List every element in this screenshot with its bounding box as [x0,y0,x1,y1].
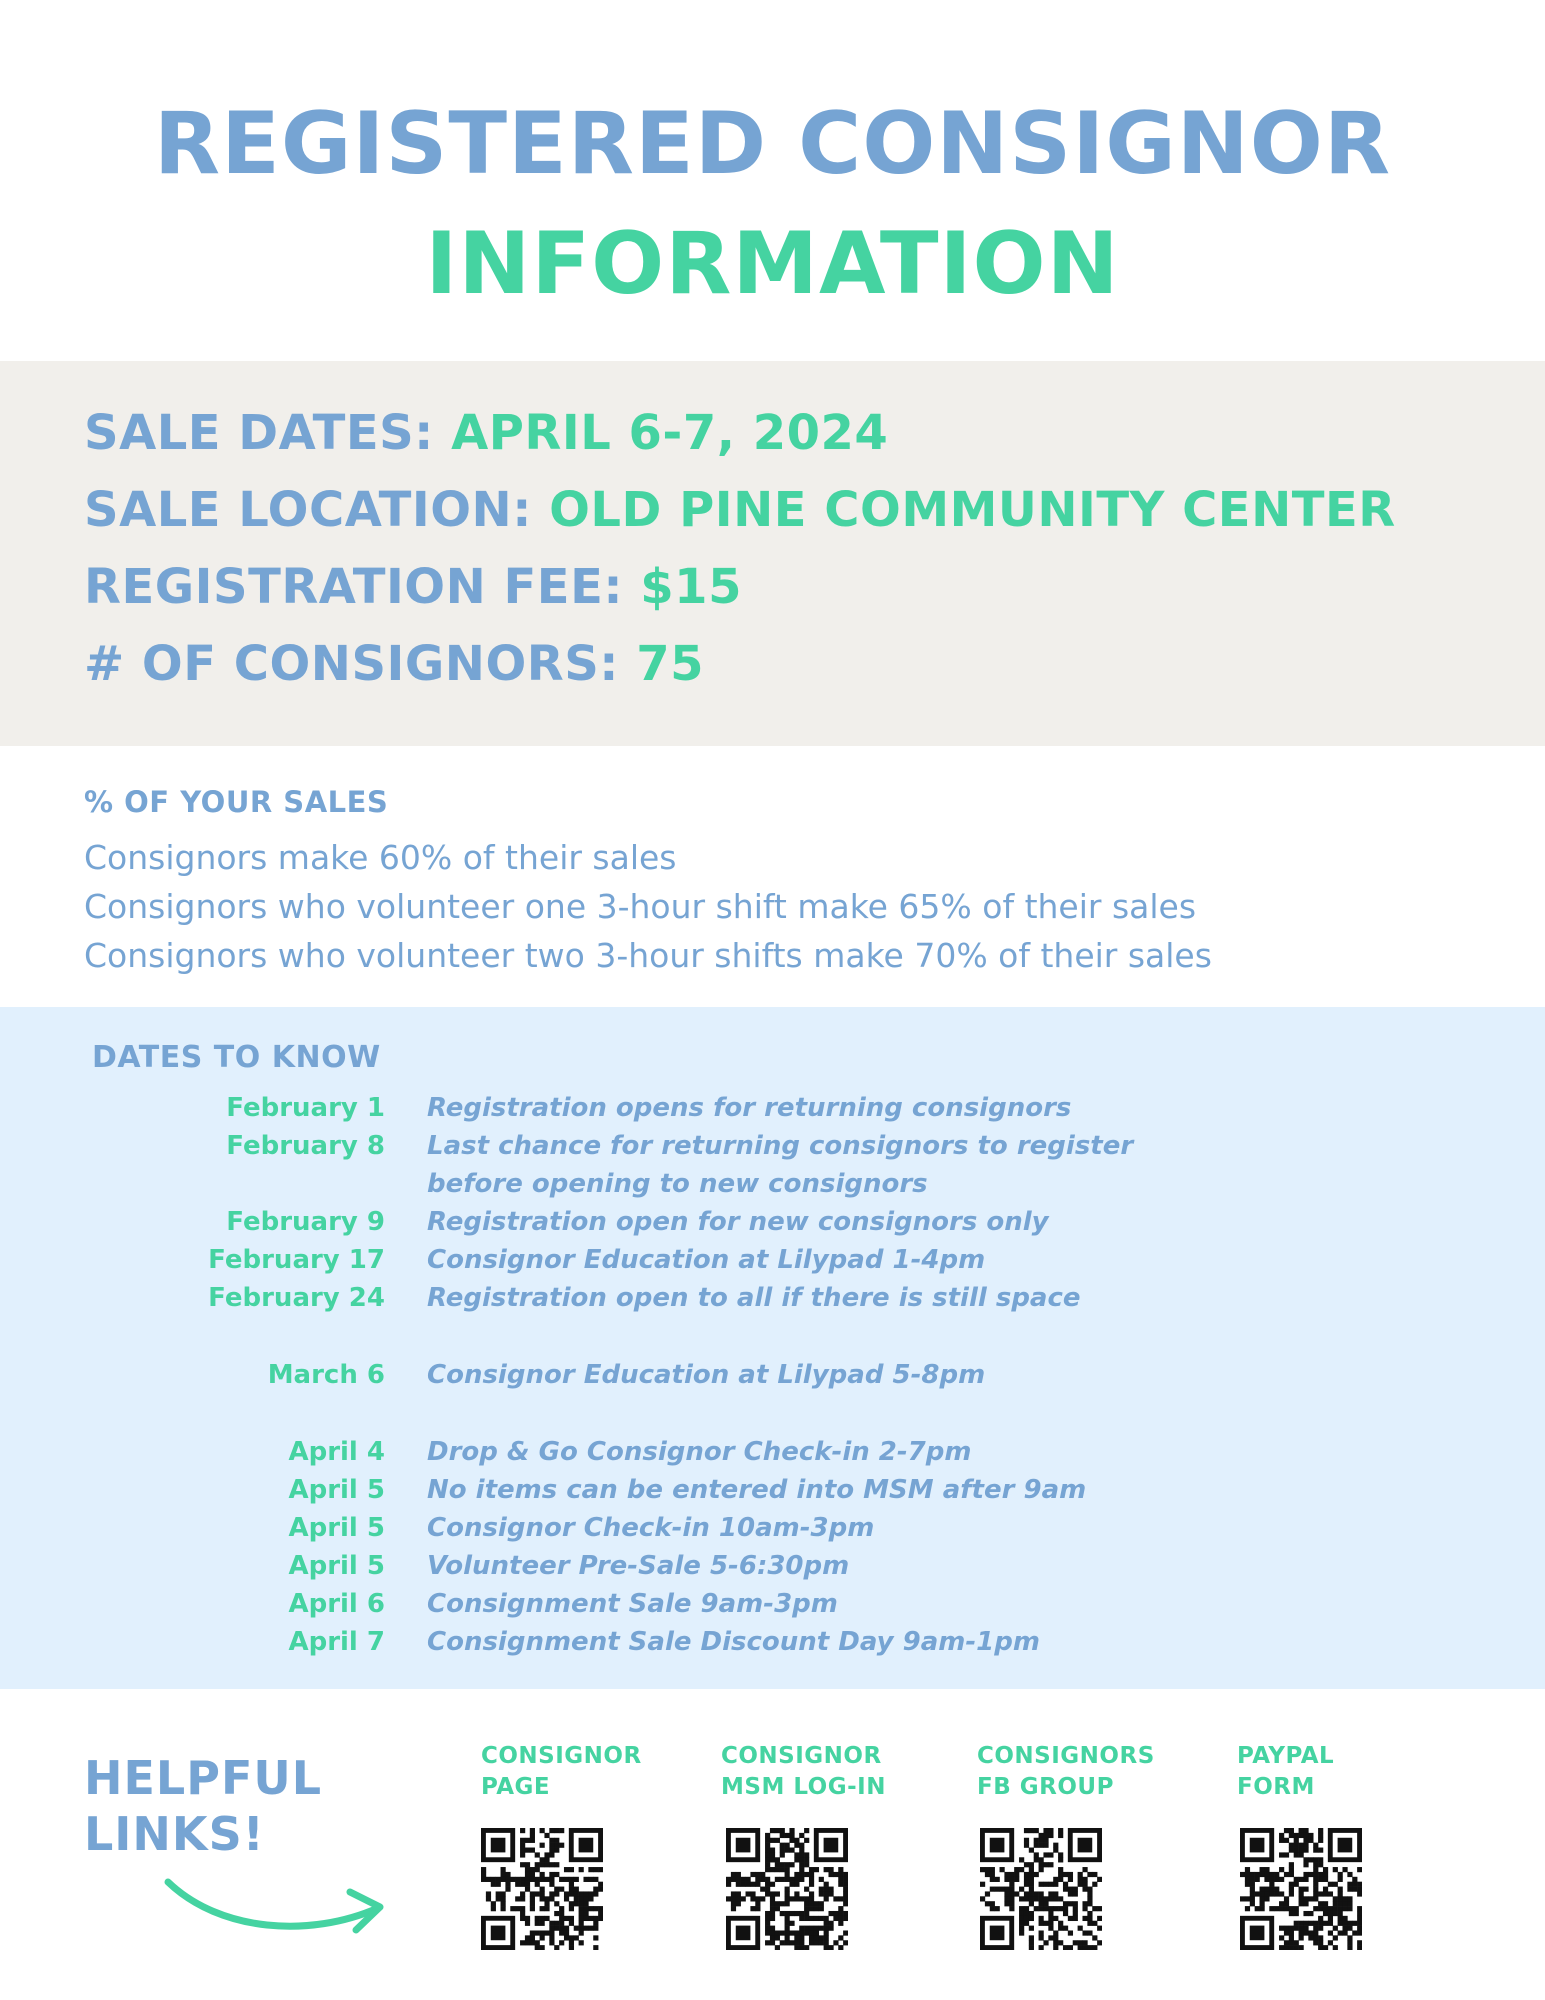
info-label: REGISTRATION FEE: [84,559,641,615]
date-label: April 5 [288,1513,385,1543]
sales-line: Consignors make 60% of their sales [84,838,677,877]
date-label: February 24 [208,1283,385,1313]
date-event: Consignor Education at Lilypad 1-4pm [427,1245,986,1275]
date-label: April 6 [288,1589,385,1619]
info-label: SALE DATES: [84,405,452,461]
date-row [0,1241,1545,1279]
arrow-icon [160,1870,390,1950]
link-label-msm-login [721,1741,886,1803]
sales-line: Consignors who volunteer one 3-hour shift make 65% of their sales [84,887,1197,926]
date-row [0,1585,1545,1623]
date-event: Registration opens for returning consignors [427,1093,1072,1123]
info-value: 75 [636,636,704,692]
qr-code-icon[interactable] [1240,1828,1362,1950]
consignor-count-line [84,634,704,694]
sales-line: Consignors who volunteer two 3-hour shifts make 70% of their sales [84,936,1212,975]
date-row [0,1547,1545,1585]
title-line-1: REGISTERED CONSIGNOR [153,94,1392,194]
qr-code-icon[interactable] [980,1828,1102,1950]
title-line-2: INFORMATION [425,214,1120,314]
qr-code-icon[interactable] [481,1828,603,1950]
date-event: Drop & Go Consignor Check-in 2-7pm [427,1437,972,1467]
helpful-links-line-1: HELPFUL [84,1751,323,1805]
date-label: February 17 [208,1245,385,1275]
info-value: $15 [640,559,742,615]
sales-heading: % OF YOUR SALES [84,785,389,819]
date-row [0,1471,1545,1509]
link-label-line: FB GROUP [977,1774,1114,1800]
date-event: Consignor Education at Lilypad 5-8pm [427,1360,986,1390]
link-label-line: CONSIGNOR [481,1743,642,1769]
helpful-links-line-2: LINKS! [84,1807,265,1861]
date-event: Consignment Sale 9am-3pm [427,1589,838,1619]
date-label: April 5 [288,1475,385,1505]
date-row [0,1623,1545,1661]
date-row [0,1127,1545,1165]
dates-heading: DATES TO KNOW [92,1040,381,1075]
date-label: March 6 [267,1360,385,1390]
date-row [0,1509,1545,1547]
sale-dates-line [84,403,888,463]
info-value: OLD PINE COMMUNITY CENTER [549,482,1396,538]
date-label: April 5 [288,1551,385,1581]
link-label-line: PAYPAL [1237,1743,1335,1769]
sale-location-line [84,480,1396,540]
date-event: Registration open for new consignors only [427,1207,1049,1237]
helpful-links-heading [84,1750,322,1862]
date-event: Consignor Check-in 10am-3pm [427,1513,875,1543]
date-row [0,1089,1545,1127]
date-label: February 8 [226,1131,385,1161]
date-event: No items can be entered into MSM after 9am [427,1475,1087,1505]
date-event: Consignment Sale Discount Day 9am-1pm [427,1627,1040,1657]
date-event: Last chance for returning consignors to register [427,1131,1134,1161]
date-label: February 9 [226,1207,385,1237]
info-label: SALE LOCATION: [84,482,550,538]
date-label: April 7 [288,1627,385,1657]
link-label-line: PAGE [481,1774,551,1800]
link-label-fb-group [977,1741,1155,1803]
date-event: before opening to new consignors [427,1169,928,1199]
date-row [0,1279,1545,1317]
registration-fee-line [84,557,742,617]
info-label: # OF CONSIGNORS: [84,636,637,692]
date-event: Registration open to all if there is still space [427,1283,1081,1313]
link-label-line: FORM [1237,1774,1315,1800]
link-label-line: MSM LOG-IN [721,1774,886,1800]
date-row [0,1203,1545,1241]
qr-code-icon[interactable] [726,1828,848,1950]
date-row [0,1165,1545,1203]
date-label: April 4 [288,1437,385,1467]
date-row [0,1433,1545,1471]
link-label-consignor-page [481,1741,642,1803]
date-event: Volunteer Pre-Sale 5-6:30pm [427,1551,850,1581]
date-row [0,1356,1545,1394]
link-label-line: CONSIGNOR [721,1743,882,1769]
link-label-line: CONSIGNORS [977,1743,1155,1769]
date-label: February 1 [226,1093,385,1123]
link-label-paypal-form [1237,1741,1334,1803]
info-value: APRIL 6-7, 2024 [451,405,889,461]
